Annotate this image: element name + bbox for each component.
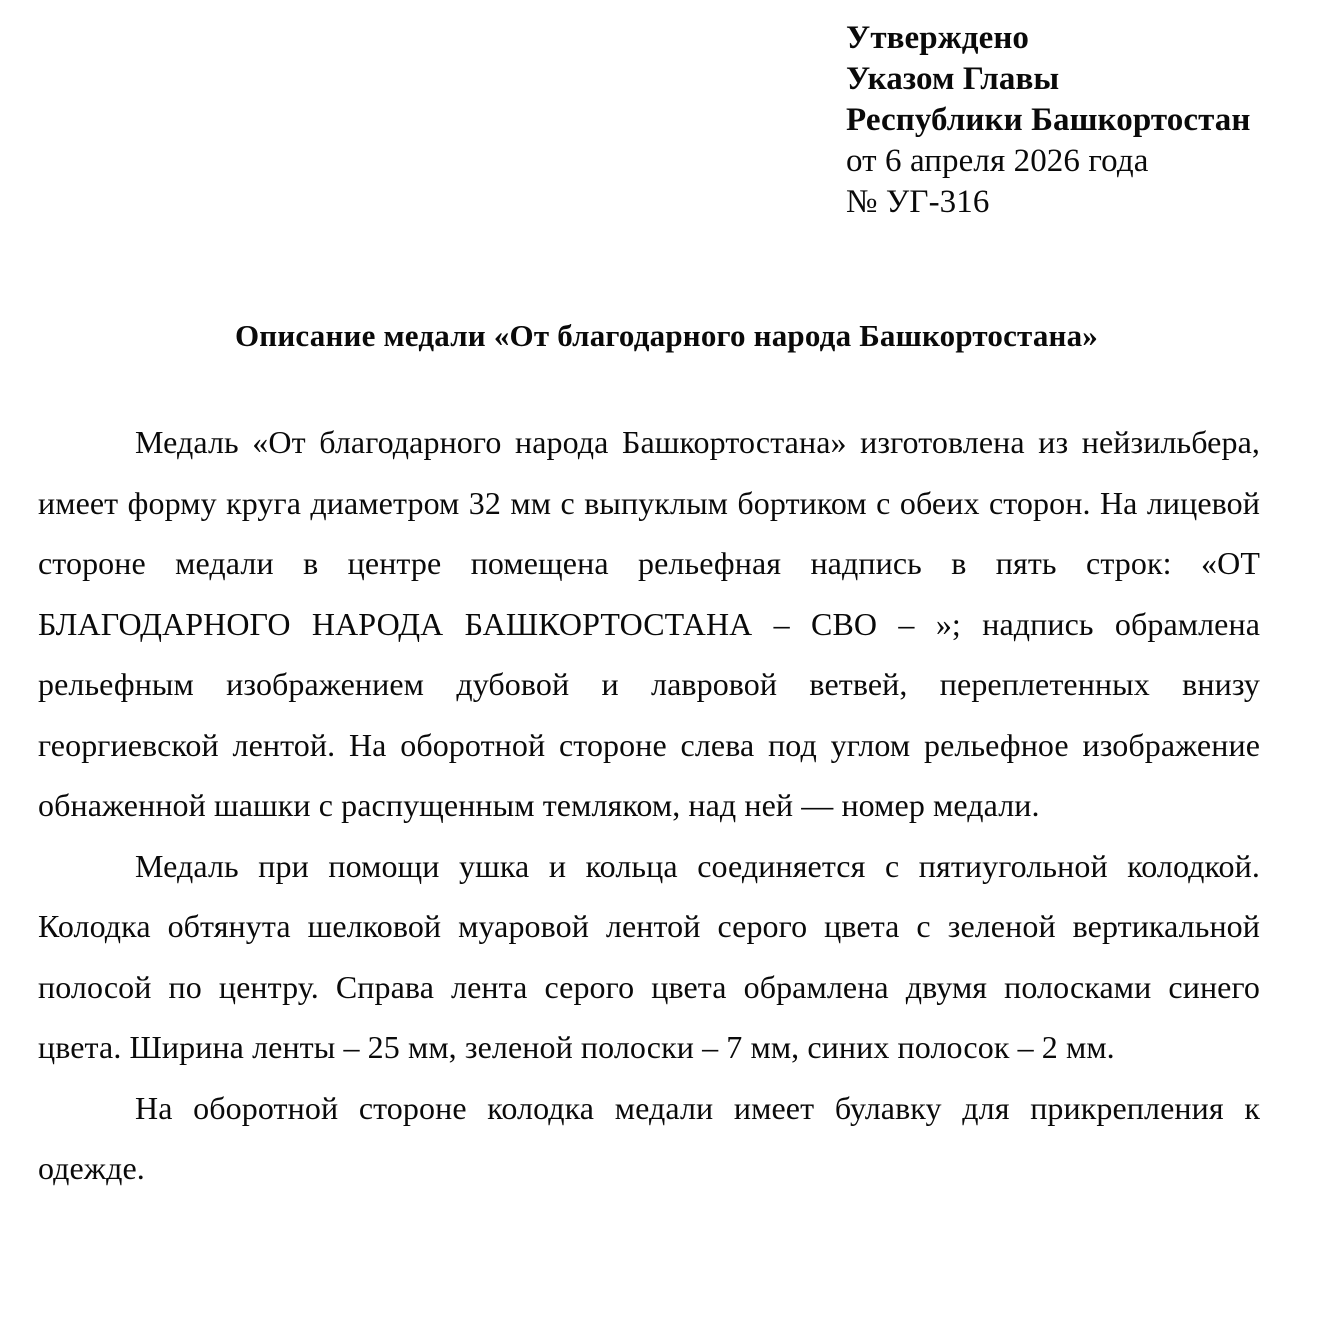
approval-decree-date: от 6 апреля 2026 года xyxy=(846,143,1149,179)
document-body xyxy=(38,412,1260,1199)
approval-line-1: Утверждено xyxy=(846,20,1030,56)
body-paragraph-2: Медаль при помощи ушка и кольца соединяется с пятиугольной колодкой. Колодка обтянута шелковой муаровой лентой серого цвета с зеленой вертикальной полосой по центру. Справа лента серого цвета обрамлена двумя полосками синего цвета. Ширина ленты – 25 мм, зеленой полоски – 7 мм, синих полосок – 2 мм. xyxy=(38,847,1260,1065)
page-title: Описание медали «От благодарного народа Башкортостана» xyxy=(234,317,1099,353)
body-paragraph-1: Медаль «От благодарного народа Башкортостана» изготовлена из нейзильбера, имеет форму круга диаметром 32 мм с выпуклым бортиком с обеих сторон. На лицевой стороне медали в центре помещена рельефная надпись в пять строк: «ОТ БЛАГОДАРНОГО НАРОДА БАШКОРТОСТАНА – СВО – »; надпись обрамлена рельефным изображением дубовой и лавровой ветвей, переплетенных внизу георгиевской лентой. На оборотной стороне слева под углом рельефное изображение обнаженной шашки с распущенным темляком, над ней — номер медали. xyxy=(38,424,1260,823)
approval-line-2: Указом Главы xyxy=(846,61,1060,97)
approval-decree-number: № УГ-316 xyxy=(846,184,990,220)
approval-line-3: Республики Башкортостан xyxy=(846,102,1251,138)
body-paragraph-3: На оборотной стороне колодка медали имеет булавку для прикрепления к одежде. xyxy=(38,1089,1260,1186)
approval-header-block xyxy=(846,18,1316,223)
